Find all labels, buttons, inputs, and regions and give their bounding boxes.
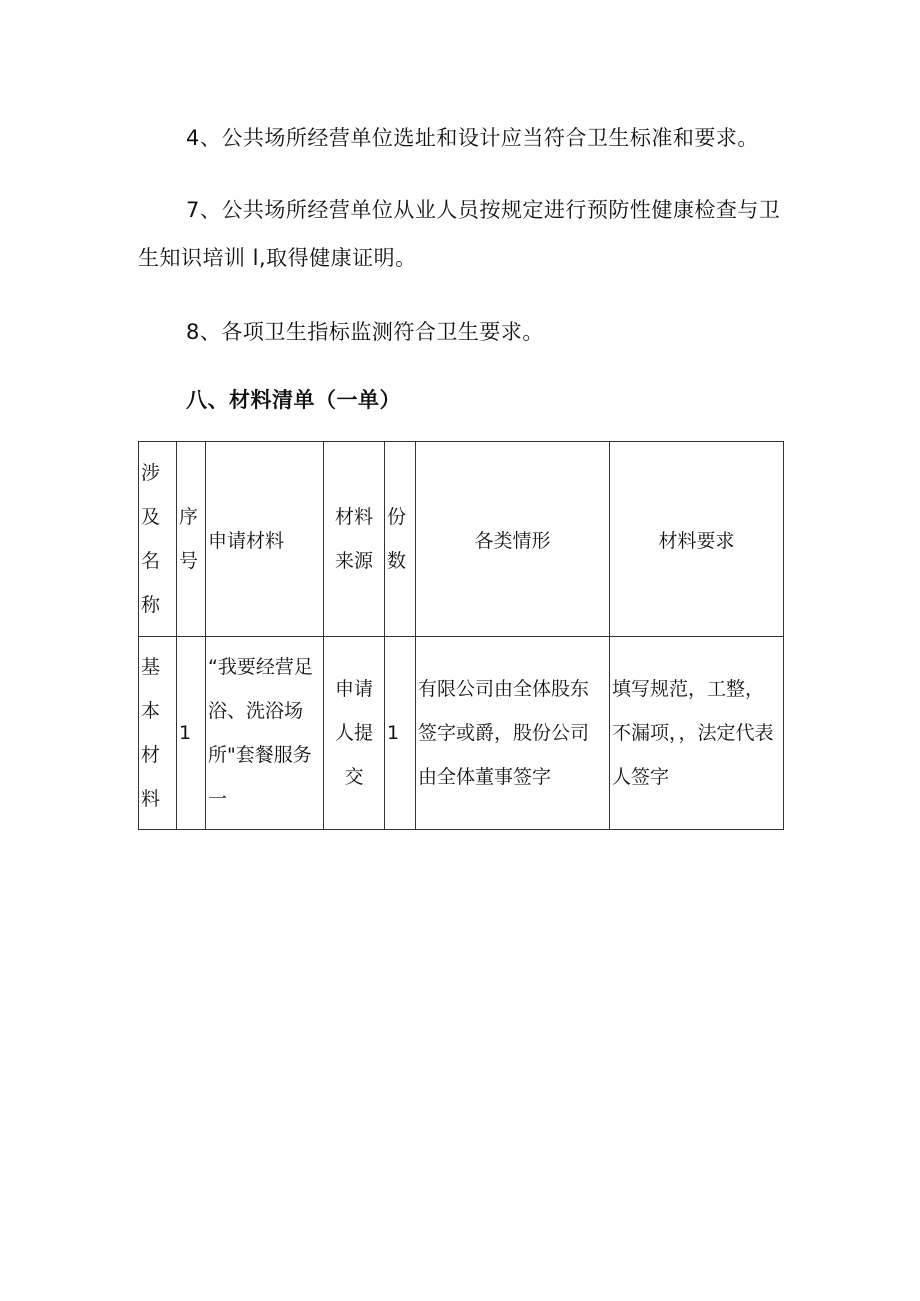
cell-situation: 有限公司由全体股东签字或爵，股份公司由全体董事签字 bbox=[416, 637, 610, 830]
section-heading: 八、材料清单（一单） bbox=[186, 388, 401, 412]
cell-scope: 基本材料 bbox=[139, 637, 177, 830]
paragraph-item-7: 7、公共场所经营单位从业人员按规定进行预防性健康检查与卫生知识培训 l,取得健康证明。 bbox=[138, 198, 781, 270]
cell-copies: 1 bbox=[385, 637, 416, 830]
cell-material: “我要经营足浴、洗浴场所"套餐服务一 bbox=[206, 637, 324, 830]
header-material: 申请材料 bbox=[206, 442, 324, 637]
header-source: 材料来源 bbox=[324, 442, 385, 637]
header-scope: 涉及名称 bbox=[139, 442, 177, 637]
paragraph-item-4: 4、公共场所经营单位选址和设计应当符合卫生标准和要求。 bbox=[186, 126, 759, 150]
header-index: 序号 bbox=[177, 442, 206, 637]
table-header-row bbox=[139, 442, 784, 637]
cell-source: 申请人提交 bbox=[324, 637, 385, 830]
cell-index: 1 bbox=[177, 637, 206, 830]
header-situation: 各类情形 bbox=[416, 442, 610, 637]
paragraph-item-8: 8、各项卫生指标监测符合卫生要求。 bbox=[186, 320, 544, 344]
header-requirement: 材料要求 bbox=[610, 442, 784, 637]
materials-table bbox=[138, 441, 784, 830]
cell-requirement: 填写规范，工整，不漏项，，法定代表人签字 bbox=[610, 637, 784, 830]
table-row bbox=[139, 637, 784, 830]
header-copies: 份数 bbox=[385, 442, 416, 637]
